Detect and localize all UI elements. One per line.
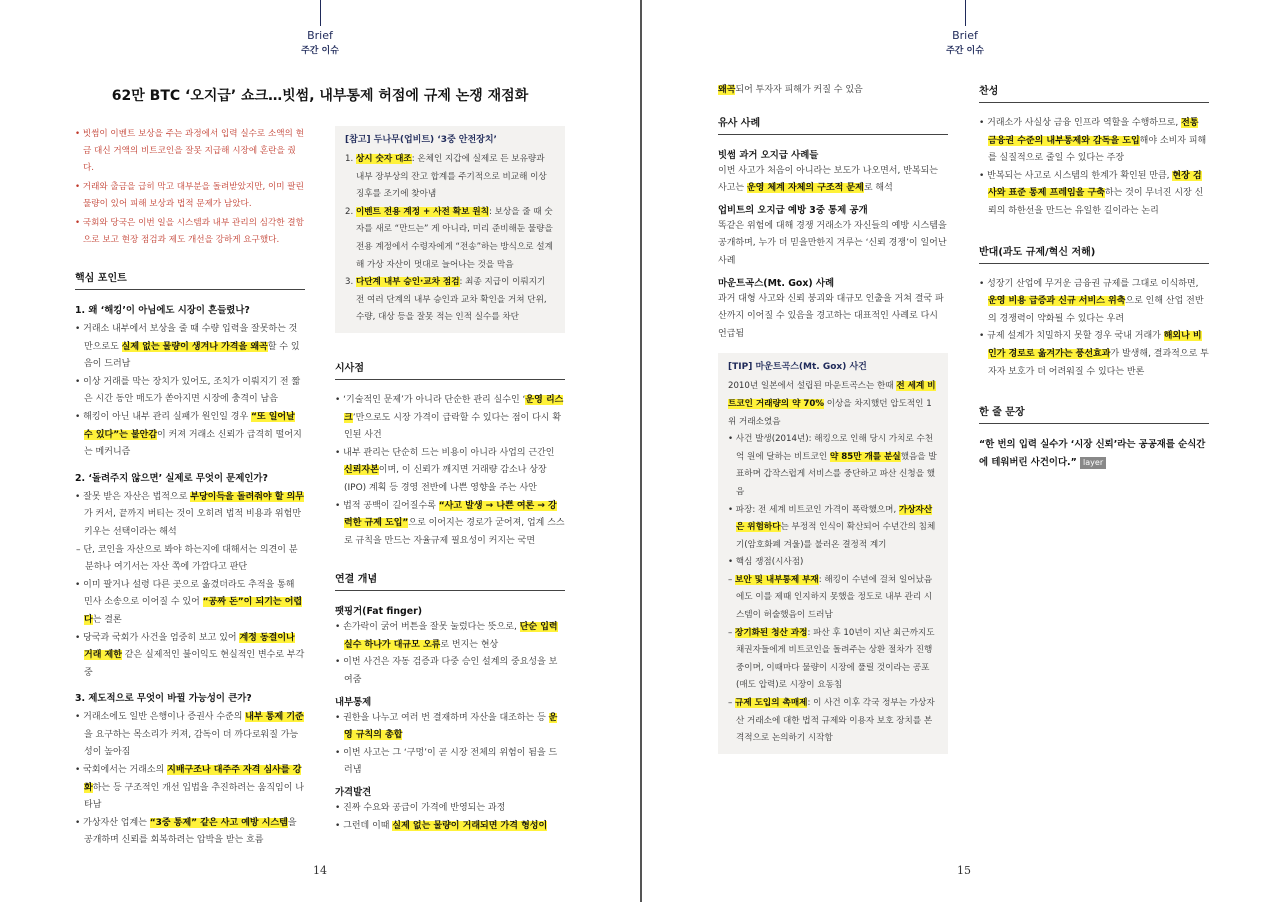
brief-label: Brief [307,29,333,42]
tip-box-title: [TIP] 마운트곡스(Mt. Gox) 사건 [728,362,867,373]
box-item: • 사건 발생(2014년): 해킹으로 인해 당시 가치로 수천억 원에 달하는 비트코인 약 85만 개를 분실했음을 발표하며 갑작스럽게 서비스를 중단하고 파산 신청을 했음 [728,434,937,497]
article-title: 62만 BTC ‘오지급’ 쇼크…빗썸, 내부통제 허점에 규제 논쟁 재점화 [111,88,529,104]
paragraph: • 당국과 국회가 사건을 엄중히 보고 있어 계정 동결이나 거래 제한 같은 실제적인 불이익도 현실적인 변수로 부각 중 [75,632,305,678]
paragraph: 과거 대형 사고와 신뢰 붕괴와 대규모 인출을 거쳐 결국 파산까지 이어질 수 있음을 경고하는 대표적인 사례로 다시 언급됨 [718,293,944,339]
section-label: 주간 이슈 [301,46,339,56]
concept-internal-control: 내부통제 [335,696,372,708]
implications-heading: 시사점 [335,359,565,380]
box-item: 3. 다단계 내부 승인·교차 점검: 최종 지급이 이뤄지기 전 여러 단계의 내부 승인과 교차 확인을 거쳐 단위, 수량, 대상 등을 잘못 적는 인적 실수를 차단 [345,277,547,323]
paragraph: • 해킹이 아닌 내부 관리 실패가 원인일 경우 “또 일어날 수 있다”는 불안감이 커져 거래소 신뢰가 급격히 떨어지는 메커니즘 [75,411,302,458]
question-2: 2. ‘돌려주지 않으면’ 실제로 무엇이 문제인가? [75,472,268,484]
paragraph: • 거래소 내부에서 보상을 줄 때 수량 입력을 잘못하는 것만으로도 실제 없는 물량이 생겨나 가격을 왜곡할 수 있음이 드러남 [75,324,300,370]
question-3: 3. 제도적으로 무엇이 바뀔 가능성이 큰가? [75,693,252,705]
paragraph: • 규제 설계가 치밀하지 못할 경우 국내 거래가 해외나 비인가 경로로 옮겨가는 풍선효과가 발생해, 결과적으로 투자자 보호가 더 어려워질 수 있다는 반론 [979,331,1209,377]
paragraph: 똑같은 위험에 대해 경쟁 거래소가 자신들의 예방 시스템을 공개하며, 누가 더 믿을만한지 겨루는 ‘신뢰 경쟁’이 일어난 사례 [718,220,947,266]
brief-label: Brief [952,29,978,42]
tip-box [718,353,948,753]
paragraph: 왜곡되어 투자자 피해가 커질 수 있음 [718,85,863,95]
box-item: – 장기화된 청산 과정: 파산 후 10년이 지난 최근까지도 채권자들에게 비트코인을 돌려주는 상환 절차가 진행 중이며, 이때마다 물량이 시장에 풀릴 것이라는 공포(매도 압력)로 시장이 요동침 [728,627,935,691]
paragraph: • 성장기 산업에 무거운 금융권 규제를 그대로 이식하면, 운영 비용 급증과 신규 서비스 위축으로 인해 산업 전반의 경쟁력이 약화될 수 있다는 우려 [979,278,1204,324]
paragraph: 이번 사고가 처음이 아니라는 보도가 나오면서, 반복되는 사고는 운영 체계 자체의 구조적 문제로 해석 [718,165,938,194]
brief-header [275,0,365,56]
paragraph: • 이번 사건은 자동 검증과 다중 승인 설계의 중요성을 보여줌 [335,657,558,686]
paragraph: • 국회에서는 거래소의 지배구조나 대주주 자격 심사를 강화하는 등 구조적인 개선 입법을 추진하려는 움직임이 나타남 [75,765,304,811]
box-item: • 핵심 쟁점(시사점) [728,557,804,568]
paragraph: • 권한을 나누고 여러 번 결재하며 자산을 대조하는 등 운영 규칙의 총합 [335,712,558,741]
cases-heading: 유사 사례 [718,114,948,135]
right-column [335,126,565,835]
paragraph: • 가상자산 업계는 “3중 통제” 같은 사고 예방 시스템을 공개하며 신뢰를 회복하려는 압박을 받는 흐름 [75,817,297,846]
paragraph: • 법적 공백이 길어질수록 “사고 발생 → 나쁜 여론 → 강력한 규제 도입”으로 이어지는 경로가 굳어져, 업계 스스로 규칙을 만드는 자율규제 필요성이 커지는 국면 [335,500,565,546]
concepts-heading: 연결 개념 [335,570,565,591]
page-number: 14 [313,864,327,877]
paragraph: • 거래소에도 일반 은행이나 증권사 수준의 내부 통제 기준을 요구하는 목소리가 커져, 감독이 더 까다로워질 가능성이 높아짐 [75,712,304,758]
page-number: 15 [957,864,971,877]
right-column [979,82,1209,472]
left-column [75,126,305,850]
box-item: – 보안 및 내부통제 부재: 해킹이 수년에 걸쳐 일어났음에도 이를 제때 인지하지 못했을 정도로 내부 관리 시스템이 허술했음이 드러남 [728,574,933,621]
oneline-heading: 한 줄 문장 [979,403,1209,424]
layer-tag: layer [1080,457,1106,469]
con-heading: 반대(과도 규제/혁신 저해) [979,243,1209,264]
summary-item: • 거래와 출금을 급히 막고 대부분을 돌려받았지만, 이미 팔린 물량이 있어 피해 보상과 법적 문제가 남았다. [75,182,304,209]
left-column [718,82,948,754]
one-line-quote: “한 번의 입력 실수가 ‘시장 신뢰’라는 공공재를 순식간에 테워버린 사건이다.” layer [979,439,1206,469]
reference-box-title: [참고] 두나무(업비트) ‘3중 안전장치’ [345,135,497,145]
concept-fat-finger: 팻핑거(Fat finger) [335,606,422,618]
box-item: 2. 이벤트 전용 계정 + 사전 확보 원칙: 보상을 줄 때 숫자를 새로 “만드는” 게 아니라, 미리 준비해둔 물량을 전용 계정에서 수령자에게 “전송”하는 방식으로 설계해 가상 자산이 멋대로 늘어나는 것을 막음 [345,206,553,270]
paragraph: • 손가락이 굵어 버튼을 잘못 눌렀다는 뜻으로, 단순 입력 실수 하나가 대규모 오류로 번지는 현상 [335,622,558,650]
pro-heading: 찬성 [979,82,1209,103]
reference-box [335,126,565,333]
section-label: 주간 이슈 [946,46,984,56]
brief-header [920,0,1010,56]
box-item: • 파장: 전 세계 비트코인 가격이 폭락했으며, 가상자산은 위험하다는 부정적 인식이 확산되어 수년간의 침체기(암호화폐 겨울)를 불러온 결정적 계기 [728,504,936,550]
paragraph: • 잘못 받은 자산은 법적으로 부당이득을 돌려줘야 할 의무가 커서, 끝까지 버티는 것이 오히려 법적 비용과 위험만 키우는 선택이라는 해석 [75,491,304,537]
paragraph: – 단, 코인을 자산으로 봐야 하는지에 대해서는 의견이 분분하나 여기서는 자산 쪽에 가깝다고 판단 [76,544,298,573]
cases-sub: 업비트의 오지급 예방 3중 통제 공개 [718,204,868,216]
paragraph: • 진짜 수요와 공급이 가격에 반영되는 과정 [335,803,506,814]
summary-item: • 빗썸이 이벤트 보상을 주는 과정에서 입력 실수로 소액의 현금 대신 거액의 비트코인을 잘못 지급해 시장에 혼란을 줬다. [75,129,304,173]
key-points-heading: 핵심 포인트 [75,269,305,290]
box-item: – 규제 도입의 촉매제: 이 사건 이후 각국 정부는 가상자산 거래소에 대한 법적 규제와 이용자 보호 장치를 본격적으로 논의하기 시작함 [728,698,935,744]
paragraph: • 이미 팔거나 설령 다른 곳으로 옮겼더라도 추적을 통해 민사 소송으로 이어질 수 있어 “공짜 돈”이 되기는 어렵다는 결론 [75,579,303,625]
paragraph: • 이상 거래를 막는 장치가 있어도, 조치가 이뤄지기 전 짧은 시간 동안 매도가 쏟아지면 시장에 충격이 남음 [75,376,301,405]
cases-sub: 마운트곡스(Mt. Gox) 사례 [718,277,835,289]
paragraph: • 내부 관리는 단순히 드는 비용이 아니라 사업의 근간인 신뢰자본이며, 이 신뢰가 깨지면 거래량 감소나 상장(IPO) 계획 등 경영 전반에 나쁜 영향을 주는 사안 [335,447,555,493]
box-item: 1. 상시 숫자 대조: 온체인 지갑에 실제로 든 보유량과 내부 장부상의 잔고 합계를 주기적으로 비교해 이상 징후를 조기에 찾아냄 [345,154,547,200]
cases-sub: 빗썸 과거 오지급 사례들 [718,149,819,161]
box-item: 2010년 일본에서 설립된 마운트곡스는 한때 전 세계 비트코인 거래량의 약 70% 이상을 차지했던 압도적인 1위 거래소였음 [728,381,936,427]
summary-item: • 국회와 당국은 이번 일을 시스템과 내부 관리의 심각한 결함으로 보고 현장 점검과 제도 개선을 강하게 요구했다. [75,218,304,245]
question-1: 1. 왜 ‘해킹’이 아님에도 시장이 흔들렸나? [75,305,250,316]
concept-price-discovery: 가격발견 [335,787,372,799]
paragraph: • 이번 사고는 그 ‘구멍’이 곧 시장 전체의 위험이 됨을 드러냄 [335,747,558,776]
right-page [642,0,1280,902]
paragraph: • 거래소가 사실상 금융 인프라 역할을 수행하므로, 전통 금융권 수준의 내부통제와 감독을 도입해야 소비자 피해를 실질적으로 줄일 수 있다는 주장 [979,118,1207,164]
paragraph: • 반복되는 사고로 시스템의 한계가 확인된 만큼, 현장 검사와 표준 통제 프레임을 구축하는 것이 무너진 시장 신뢰의 하한선을 만드는 유일한 길이라는 논리 [979,170,1204,216]
paragraph: • ‘기술적인 문제’가 아니라 단순한 관리 실수인 ‘운영 리스크’만으로도 시장 가격이 급락할 수 있다는 점이 다시 확인된 사건 [335,394,564,441]
paragraph: • 그런데 이때 실제 없는 물량이 거래되면 가격 형성이 [335,820,548,831]
